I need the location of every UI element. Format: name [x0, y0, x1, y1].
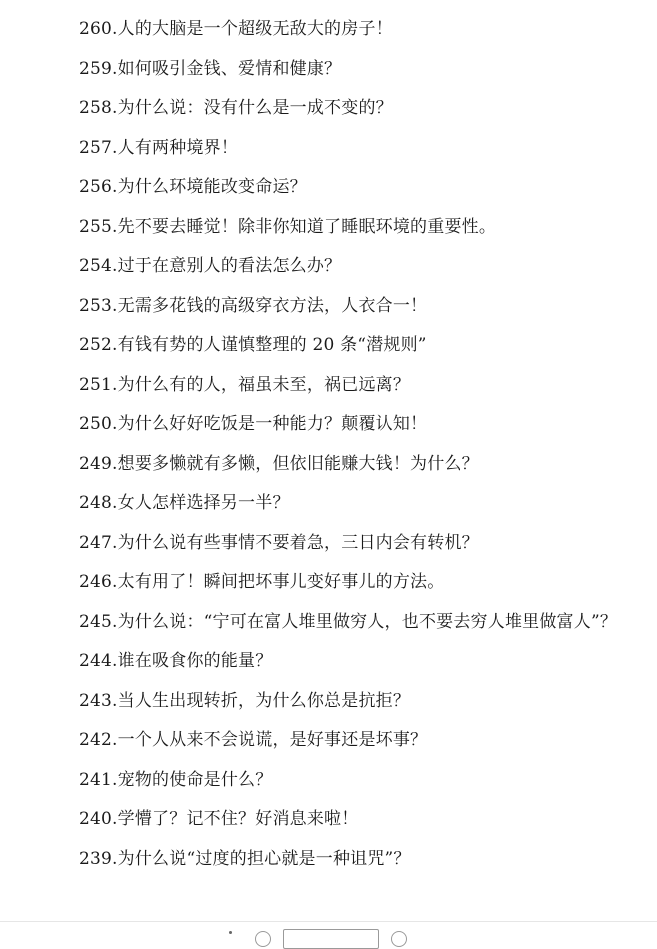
- article-title[interactable]: 259.如何吸引金钱、爱情和健康？: [79, 58, 342, 79]
- article-title-list: [79, 14, 617, 883]
- article-title[interactable]: 251.为什么有的人，福虽未至，祸已远离？: [79, 374, 411, 395]
- page-number-field[interactable]: [283, 929, 379, 949]
- prev-page-button[interactable]: [255, 931, 271, 947]
- article-title[interactable]: 249.想要多懒就有多懒，但依旧能赚大钱！为什么？: [79, 453, 479, 474]
- article-title[interactable]: 239.为什么说“过度的担心就是一种诅咒”？: [79, 848, 411, 869]
- article-title[interactable]: 254.过于在意别人的看法怎么办？: [79, 256, 342, 276]
- pager-dot: [229, 931, 232, 934]
- article-title[interactable]: 247.为什么说有些事情不要着急，三日内会有转机？: [79, 532, 479, 553]
- pagination-bar: [0, 928, 657, 948]
- article-title[interactable]: 260.人的大脑是一个超级无敌大的房子！: [79, 19, 393, 39]
- article-title[interactable]: 250.为什么好好吃饭是一种能力？颠覆认知！: [79, 414, 428, 434]
- article-title[interactable]: 248.女人怎样选择另一半？: [79, 493, 290, 513]
- article-title[interactable]: 255.先不要去睡觉！除非你知道了睡眠环境的重要性。: [79, 216, 497, 237]
- article-title[interactable]: 256.为什么环境能改变命运？: [79, 177, 307, 197]
- article-title[interactable]: 240.学懵了？记不住？好消息来啦！: [79, 809, 359, 829]
- article-title[interactable]: 257.人有两种境界！: [79, 137, 239, 158]
- article-title[interactable]: 242.一个人从来不会说谎，是好事还是坏事？: [79, 730, 428, 750]
- article-title[interactable]: 253.无需多花钱的高级穿衣方法，人衣合一！: [79, 295, 428, 316]
- next-page-button[interactable]: [391, 931, 407, 947]
- article-title[interactable]: 245.为什么说：“宁可在富人堆里做穷人，也不要去穷人堆里做富人”？: [79, 611, 618, 632]
- article-title[interactable]: 243.当人生出现转折，为什么你总是抗拒？: [79, 690, 411, 711]
- article-title[interactable]: 258.为什么说：没有什么是一成不变的？: [79, 98, 393, 118]
- article-title[interactable]: 252.有钱有势的人谨慎整理的 20 条“潜规则”: [79, 335, 427, 355]
- article-title[interactable]: 244.谁在吸食你的能量？: [79, 651, 273, 671]
- footer-divider: [0, 921, 657, 922]
- article-title[interactable]: 241.宠物的使命是什么？: [79, 769, 273, 790]
- article-title[interactable]: 246.太有用了！瞬间把坏事儿变好事儿的方法。: [79, 572, 445, 592]
